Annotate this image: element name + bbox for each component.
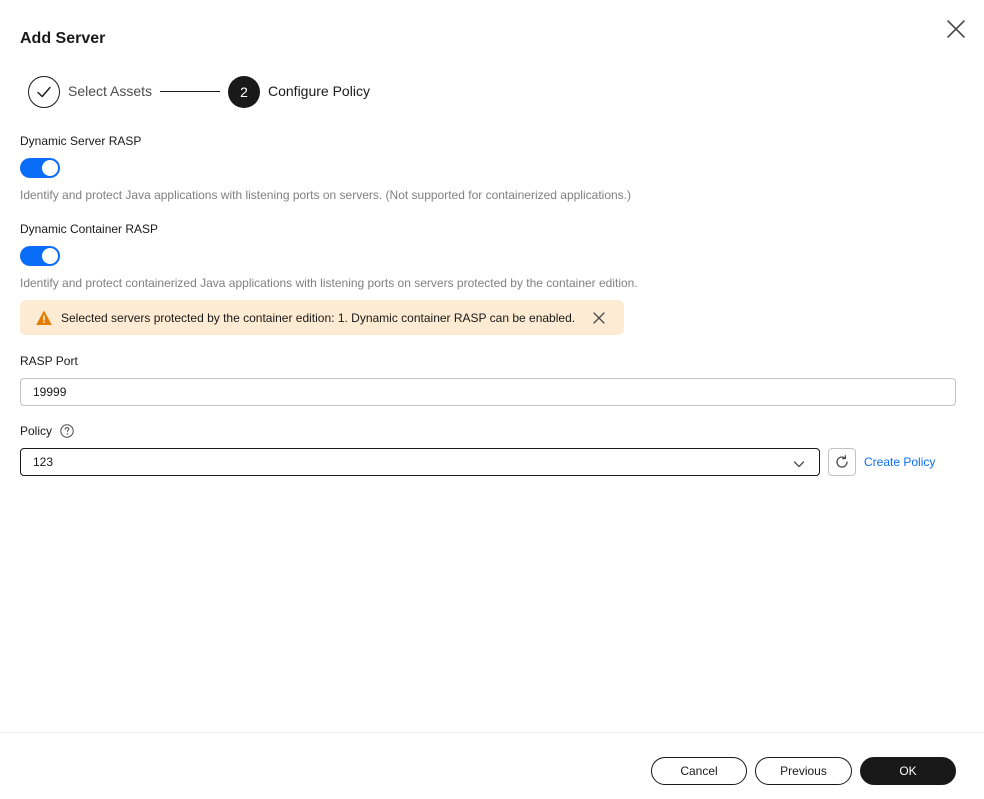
dialog-title: Add Server xyxy=(20,30,106,47)
rasp-port-label: RASP Port xyxy=(20,354,78,368)
step-1-label: Select Assets xyxy=(68,83,153,99)
step-2-label: Configure Policy xyxy=(268,83,370,99)
refresh-button[interactable] xyxy=(828,448,856,476)
server-rasp-toggle[interactable] xyxy=(20,158,60,178)
refresh-icon xyxy=(834,454,850,470)
warning-icon xyxy=(36,310,52,326)
container-rasp-description: Identify and protect containerized Java applications with listening ports on servers protected by the container edition. xyxy=(20,276,638,290)
previous-button[interactable]: Previous xyxy=(755,757,852,785)
check-icon xyxy=(36,84,52,100)
container-rasp-label: Dynamic Container RASP xyxy=(20,222,159,236)
create-policy-link[interactable]: Create Policy xyxy=(864,455,936,469)
ok-button[interactable]: OK xyxy=(860,757,956,785)
policy-selected-value: 123 xyxy=(33,455,54,469)
cancel-button[interactable]: Cancel xyxy=(651,757,747,785)
warning-alert xyxy=(20,300,624,335)
rasp-port-input[interactable]: 19999 xyxy=(20,378,956,406)
policy-label: Policy xyxy=(20,424,53,438)
close-icon[interactable] xyxy=(944,17,968,41)
toggle-knob xyxy=(42,248,58,264)
alert-message: Selected servers protected by the container edition: 1. Dynamic container RASP can be enabled. xyxy=(61,311,576,325)
server-rasp-label: Dynamic Server RASP xyxy=(20,134,142,148)
step-connector xyxy=(160,91,220,92)
step-2-number: 2 xyxy=(228,76,260,108)
chevron-down-icon xyxy=(793,457,805,469)
alert-close-icon[interactable] xyxy=(591,310,607,326)
step-indicator xyxy=(28,76,448,108)
step-1-completed xyxy=(28,76,60,108)
container-rasp-toggle[interactable] xyxy=(20,246,60,266)
footer-divider xyxy=(0,732,984,733)
policy-select[interactable] xyxy=(20,448,820,476)
toggle-knob xyxy=(42,160,58,176)
server-rasp-description: Identify and protect Java applications with listening ports on servers. (Not supported for containerized applications.) xyxy=(20,188,631,202)
help-icon[interactable] xyxy=(60,424,74,438)
